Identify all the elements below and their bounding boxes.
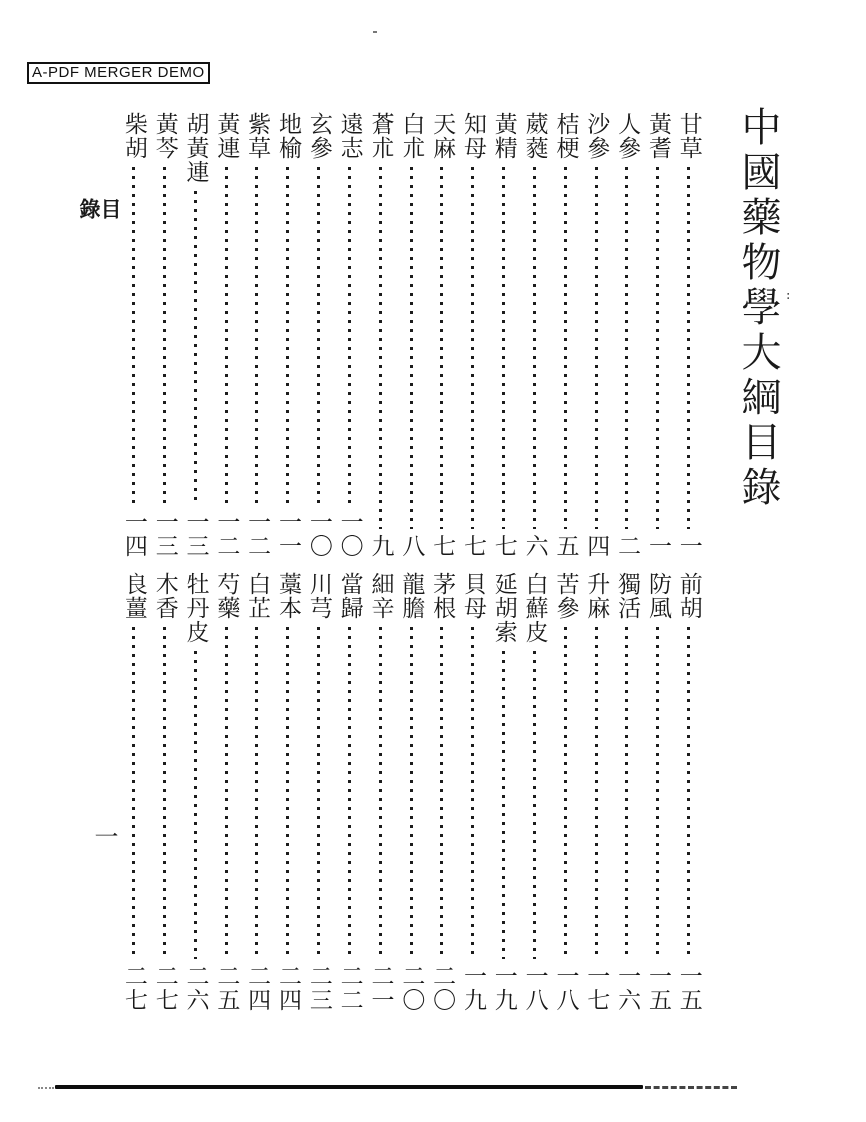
page-number: 一五 [675,964,702,1012]
toc-entry [673,112,704,558]
drug-name: 蒼朮 [367,112,394,160]
dotted-leader [379,627,382,959]
toc-column-group-lower [118,572,704,1012]
dotted-leader [625,167,628,529]
folio-number: 一 [90,824,118,848]
page-number: 二一 [367,964,394,1012]
drug-name: 升麻 [583,572,610,620]
dotted-leader [625,627,628,959]
drug-name: 牡丹皮 [182,572,209,644]
drug-name: 地榆 [275,112,301,160]
page-number: 一 [675,534,702,558]
drug-name: 木香 [151,572,178,620]
bottom-scan-line-tail [645,1086,737,1089]
toc-entry [457,572,488,1012]
drug-name: 天麻 [429,112,456,160]
toc-entry [427,572,458,1012]
dotted-leader [348,627,351,959]
drug-name: 紫草 [244,112,271,160]
page-number: 一四 [120,510,147,558]
page-title: 中國藥物學大綱目錄 [735,106,781,511]
dotted-leader [440,627,443,959]
dotted-leader [502,651,505,959]
page-number: 一八 [552,964,579,1012]
page-number: 一〇 [305,510,332,558]
scan-dot-artifact [373,31,377,33]
page-number: 一五 [644,964,671,1012]
dotted-leader [348,167,351,505]
page-number: 九 [367,534,394,558]
drug-name: 胡黃連 [182,112,209,184]
page-number: 二七 [151,964,178,1012]
toc-entry [180,572,211,1012]
drug-name: 白芷 [244,572,271,620]
dotted-leader [163,627,166,959]
drug-name: 白蘚皮 [521,572,548,644]
toc-entry [550,112,581,558]
dotted-leader [132,627,135,959]
page-number: 一一 [275,510,301,558]
drug-name: 防風 [644,572,671,620]
drug-name: 延胡索 [490,572,517,644]
dotted-leader [533,167,536,529]
toc-entry [272,112,303,558]
toc-entry [519,112,550,558]
toc-entry [211,572,242,1012]
toc-entry [612,112,643,558]
dotted-leader [471,627,474,959]
toc-entry [581,572,612,1012]
dotted-leader [255,627,258,959]
page-number: 一二 [213,510,240,558]
dotted-leader [564,627,567,959]
drug-name: 黃精 [490,112,517,160]
toc-entry [334,112,365,558]
dotted-leader [317,627,320,959]
pdf-merger-watermark: A-PDF MERGER DEMO [27,62,210,84]
bottom-scan-line-lead [38,1087,54,1089]
drug-name: 獨活 [614,572,641,620]
page-number: 二六 [182,964,209,1012]
toc-entry [642,572,673,1012]
drug-name: 茅根 [429,572,456,620]
drug-name: 藁本 [275,572,301,620]
page-number: 七 [459,534,486,558]
page-number: 二七 [120,964,147,1012]
dotted-leader [564,167,567,529]
drug-name: 沙參 [583,112,610,160]
toc-entry [149,112,180,558]
dotted-leader [163,167,166,505]
page-number: 一三 [182,510,209,558]
page-number: 二二 [336,964,363,1012]
toc-entry [303,112,334,558]
page-number: 一〇 [336,510,363,558]
dotted-leader [317,167,320,505]
toc-entry [673,572,704,1012]
page-number: 二〇 [429,964,456,1012]
drug-name: 玄參 [305,112,332,160]
drug-name: 葳蕤 [521,112,548,160]
dotted-leader [132,167,135,505]
drug-name: 黃連 [213,112,240,160]
dotted-leader [440,167,443,529]
toc-entry [519,572,550,1012]
toc-entry [334,572,365,1012]
section-label-mulu: 目錄 [77,198,123,261]
page-number: 二 [614,534,641,558]
dotted-leader [595,627,598,959]
page-number: 一九 [490,964,517,1012]
page-number: 五 [552,534,579,558]
toc-entry [365,112,396,558]
toc-entry [488,572,519,1012]
drug-name: 柴胡 [120,112,147,160]
drug-name: 細辛 [367,572,394,620]
drug-name: 良薑 [120,572,147,620]
drug-name: 當歸 [336,572,363,620]
toc-entry [550,572,581,1012]
toc-entry [242,112,273,558]
dotted-leader [194,651,197,959]
page-number: 二四 [244,964,271,1012]
toc-entry [612,572,643,1012]
scan-colon-artifact: : [786,288,791,303]
toc-entry [642,112,673,558]
dotted-leader [687,167,690,529]
drug-name: 人參 [614,112,641,160]
dotted-leader [286,167,289,505]
toc-entry [457,112,488,558]
toc-entry [149,572,180,1012]
drug-name: 甘草 [675,112,702,160]
dotted-leader [225,167,228,505]
toc-entry [242,572,273,1012]
dotted-leader [595,167,598,529]
page-number: 一八 [521,964,548,1012]
dotted-leader [656,167,659,529]
page-number: 二〇 [398,964,425,1012]
page-number: 一七 [583,964,610,1012]
drug-name: 白朮 [398,112,425,160]
bottom-scan-line [55,1085,643,1089]
toc-entry [118,112,149,558]
dotted-leader [533,651,536,959]
dotted-leader [410,627,413,959]
toc-entry [180,112,211,558]
toc-entry [118,572,149,1012]
page-number: 一 [644,534,671,558]
page-number: 二四 [275,964,301,1012]
drug-name: 遠志 [336,112,363,160]
drug-name: 苦參 [552,572,579,620]
page-number: 四 [583,534,610,558]
toc-entry [396,572,427,1012]
page-number: 一六 [614,964,641,1012]
page-number: 二五 [213,964,240,1012]
drug-name: 龍膽 [398,572,425,620]
dotted-leader [502,167,505,529]
page-number: 八 [398,534,425,558]
page-number: 一三 [151,510,178,558]
drug-name: 前胡 [675,572,702,620]
dotted-leader [687,627,690,959]
dotted-leader [194,191,197,505]
dotted-leader [225,627,228,959]
page-number: 六 [521,534,548,558]
toc-entry [396,112,427,558]
dotted-leader [410,167,413,529]
drug-name: 芍藥 [213,572,240,620]
toc-entry [211,112,242,558]
toc-entry [488,112,519,558]
dotted-leader [471,167,474,529]
toc-entry [427,112,458,558]
dotted-leader [656,627,659,959]
page-number: 七 [490,534,517,558]
page-number: 一二 [244,510,271,558]
page-number: 二三 [305,964,332,1012]
toc-entry [272,572,303,1012]
dotted-leader [255,167,258,505]
dotted-leader [379,167,382,529]
drug-name: 知母 [459,112,486,160]
toc-column-group-upper [118,112,704,558]
toc-entry [581,112,612,558]
dotted-leader [286,627,289,959]
page-number: 一九 [459,964,486,1012]
drug-name: 貝母 [459,572,486,620]
toc-entry [365,572,396,1012]
drug-name: 川芎 [305,572,332,620]
drug-name: 桔梗 [552,112,579,160]
page-number: 七 [429,534,456,558]
toc-entry [303,572,334,1012]
drug-name: 黃耆 [644,112,671,160]
drug-name: 黃芩 [151,112,178,160]
